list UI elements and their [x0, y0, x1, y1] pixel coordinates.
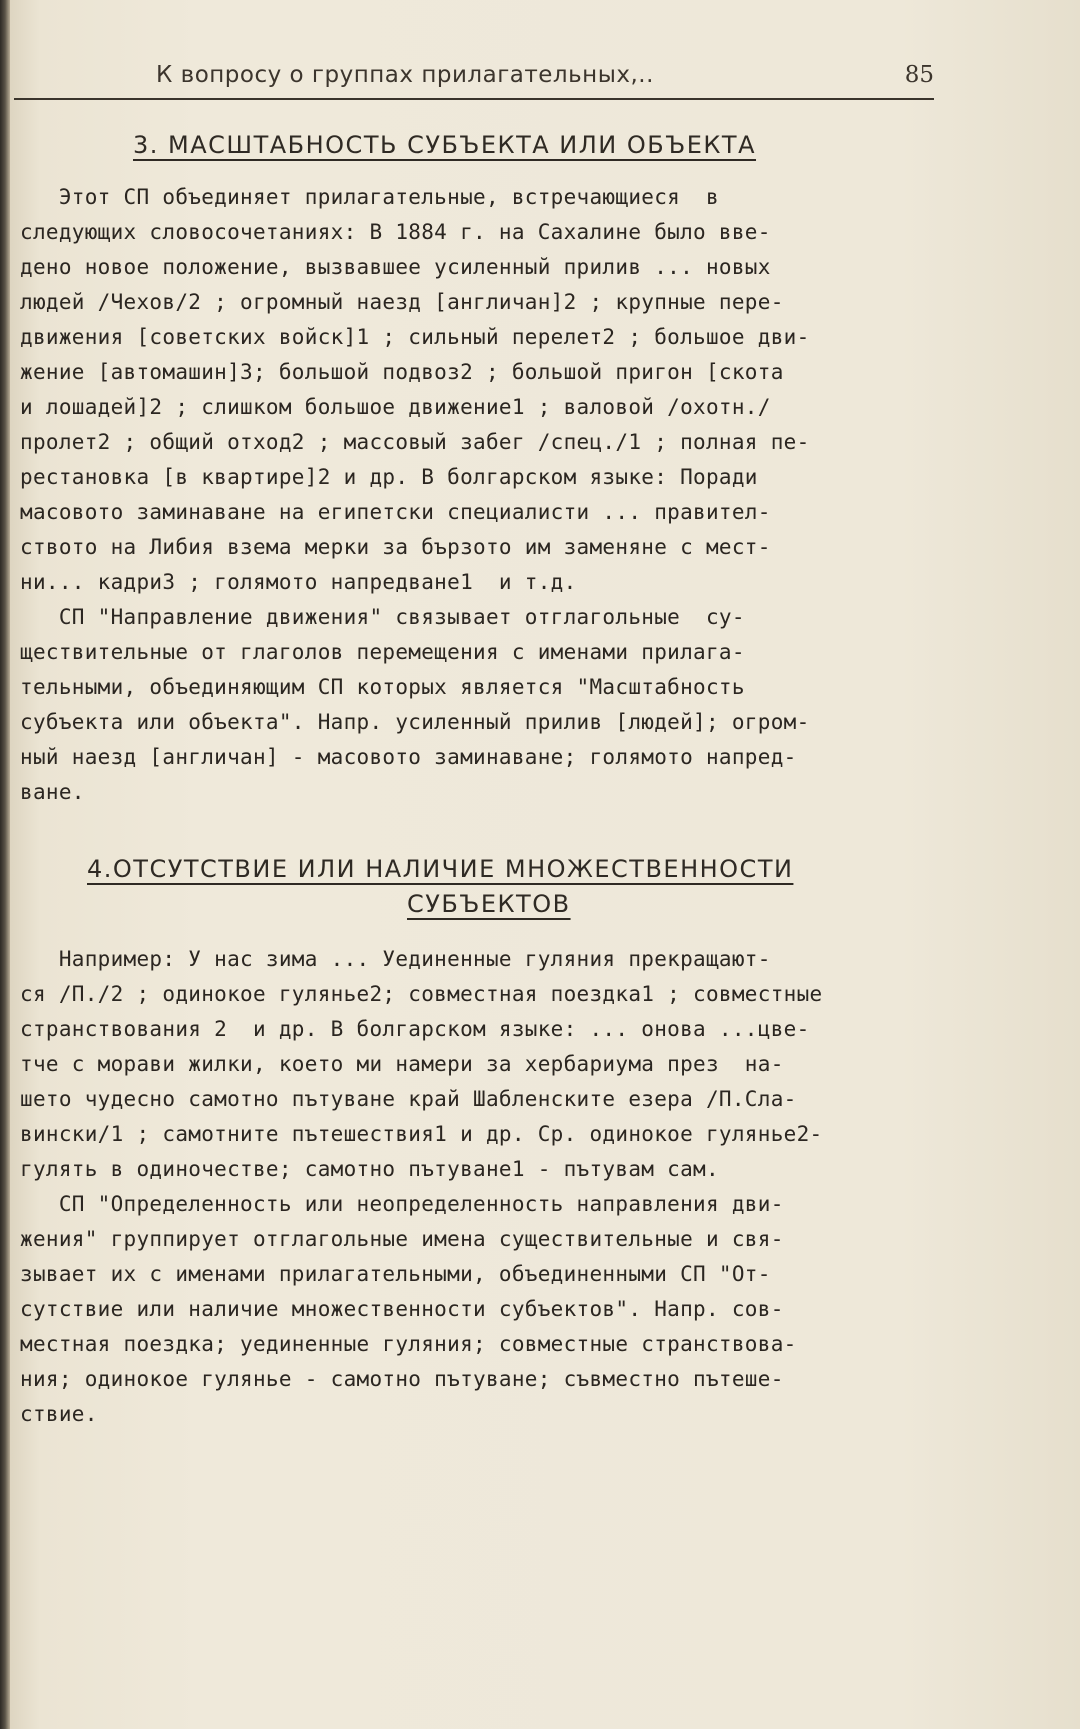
text-line: гулять в одиночестве; самотно пътуване1 - пътувам сам. — [20, 1157, 719, 1181]
text-line: местная поездка; уединенные гуляния; совместные странствова- — [20, 1332, 797, 1356]
text-line: странствования 2 и др. В болгарском языке: ... онова ...цве- — [20, 1017, 810, 1041]
section-3-heading: 3. МАСШТАБНОСТЬ СУБЪЕКТА ИЛИ ОБЪЕКТА — [133, 131, 757, 159]
text-line: шето чудесно самотно пътуване край Шабленските езера /П.Сла- — [20, 1087, 797, 1111]
text-line: ся /П./2 ; одинокое гулянье2; совместная поездка1 ; совместные — [20, 982, 823, 1006]
text-line: масовото заминаване на египетски специалисти ... правител- — [20, 500, 771, 524]
text-line: следующих словосочетаниях: В 1884 г. на Сахалине было вве- — [20, 220, 771, 244]
text-line: зывает их с именами прилагательными, объединенными СП "От- — [20, 1262, 771, 1286]
text-line: субъекта или объекта". Напр. усиленный прилив [людей]; огром- — [20, 710, 810, 734]
text-line: ществительные от глаголов перемещения с именами прилага- — [20, 640, 745, 664]
text-line: ване. — [20, 780, 85, 804]
book-spine-edge — [0, 0, 10, 1729]
text-line: людей /Чехов/2 ; огромный наезд [англичан]2 ; крупные пере- — [20, 290, 784, 314]
page-number: 85 — [904, 62, 934, 88]
text-line: дено новое положение, вызвавшее усиленный прилив ... новых — [20, 255, 771, 279]
text-line: сутствие или наличие множественности субъектов". Напр. сов- — [20, 1297, 784, 1321]
text-line: тельными, объединяющим СП которых является "Масштабность — [20, 675, 745, 699]
text-line: тче с морави жилки, което ми намери за хербариума през на- — [20, 1052, 784, 1076]
text-line: СП "Направление движения" связывает отглагольные су- — [20, 605, 745, 629]
text-line: Этот СП объединяет прилагательные, встречающиеся в — [20, 185, 719, 209]
text-line: и лошадей]2 ; слишком большое движение1 ; валовой /охотн./ — [20, 395, 771, 419]
text-line: ството на Либия взема мерки за бързото им заменяне с мест- — [20, 535, 771, 559]
text-line: ни... кадри3 ; голямото напредване1 и т.д. — [20, 570, 577, 594]
text-line: ния; одинокое гулянье - самотно пътуване; съвместно пътеше- — [20, 1367, 784, 1391]
text-line: пролет2 ; общий отход2 ; массовый забег /спец./1 ; полная пе- — [20, 430, 810, 454]
text-line: СП "Определенность или неопределенность направления дви- — [20, 1192, 784, 1216]
text-line: ствие. — [20, 1402, 98, 1426]
text-line: вински/1 ; самотните пътешествия1 и др. Ср. одинокое гулянье2- — [20, 1122, 823, 1146]
text-line: жение [автомашин]3; большой подвоз2 ; большой пригон [скота — [20, 360, 784, 384]
text-line: рестановка [в квартире]2 и др. В болгарском языке: Поради — [20, 465, 758, 489]
running-title: К вопросу о группах прилагательных,.. — [156, 62, 654, 88]
text-line: жения" группирует отглагольные имена существительные и свя- — [20, 1227, 784, 1251]
text-line: ный наезд [англичан] - масовото заминаване; голямото напред- — [20, 745, 797, 769]
section-4-heading: 4.ОТСУТСТВИЕ ИЛИ НАЛИЧИЕ МНОЖЕСТВЕННОСТИ — [87, 855, 794, 883]
page-header — [14, 58, 934, 100]
text-line: движения [советских войск]1 ; сильный перелет2 ; большое дви- — [20, 325, 810, 349]
section-4-heading-continued: СУБЪЕКТОВ — [407, 890, 571, 918]
text-line: Например: У нас зима ... Уединенные гуляния прекращают- — [20, 947, 771, 971]
